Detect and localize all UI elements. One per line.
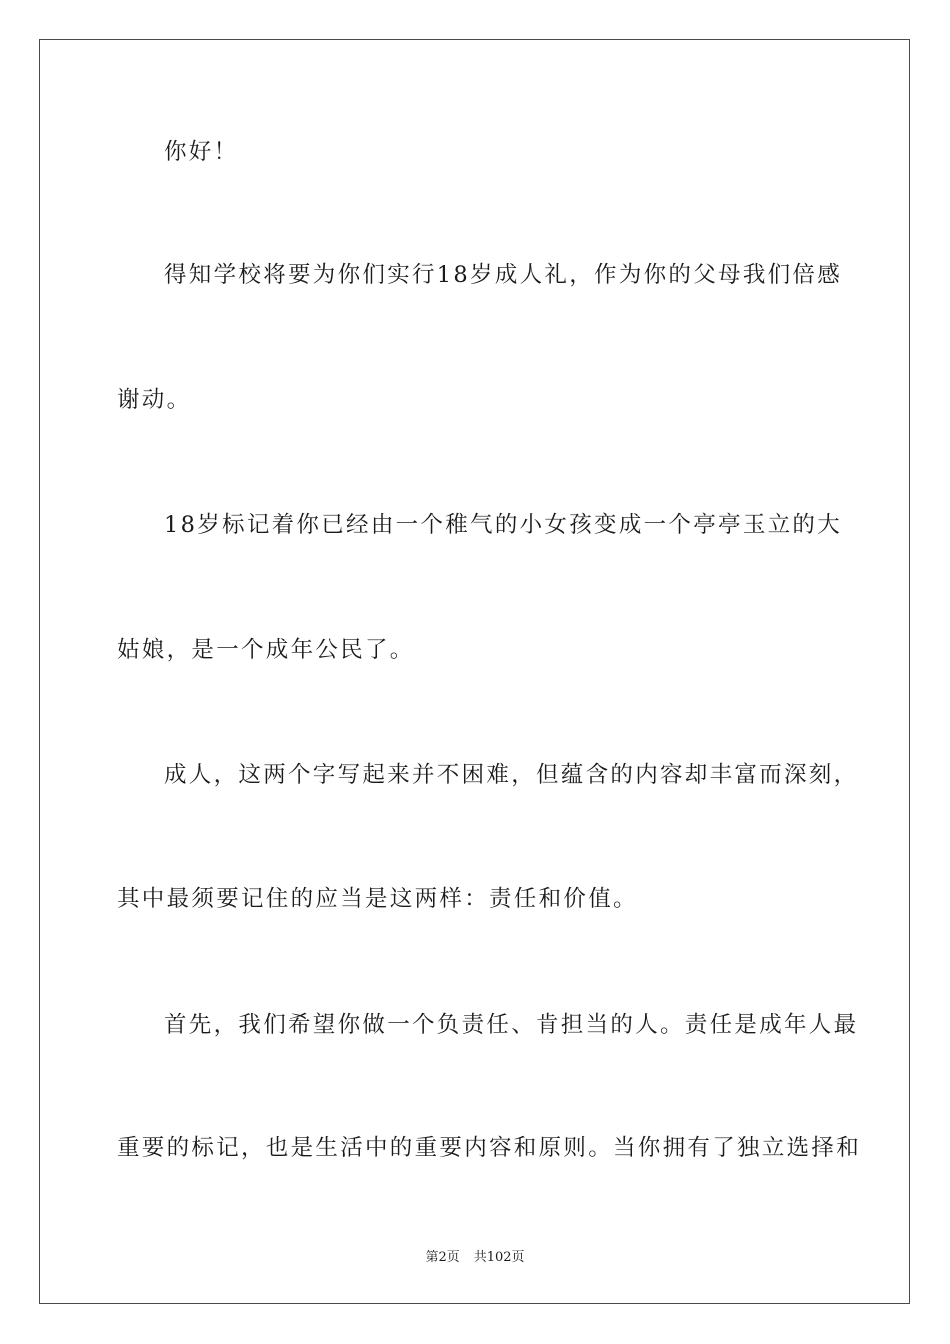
text-line: 18岁标记着你已经由一个稚气的小女孩变成一个亭亭玉立的大: [164, 512, 843, 538]
page-number: 第2页: [425, 1250, 460, 1265]
text-line: 得知学校将要为你们实行18岁成人礼，作为你的父母我们倍感: [164, 262, 843, 288]
page-total: 共102页: [473, 1250, 525, 1265]
page-border: [39, 39, 910, 1304]
text-line-greeting: 你好！: [164, 139, 239, 165]
text-line: 成人，这两个字写起来并不困难，但蕴含的内容却丰富而深刻，: [164, 762, 859, 788]
text-line: 首先，我们希望你做一个负责任、肯担当的人。责任是成年人最: [164, 1012, 859, 1038]
page-footer: [0, 1250, 950, 1266]
text-line: 谢动。: [117, 387, 192, 413]
text-line: 姑娘，是一个成年公民了。: [117, 637, 415, 663]
text-line: 其中最须要记住的应当是这两样：责任和价值。: [117, 886, 638, 912]
text-line: 重要的标记，也是生活中的重要内容和原则。当你拥有了独立选择和: [117, 1135, 862, 1161]
